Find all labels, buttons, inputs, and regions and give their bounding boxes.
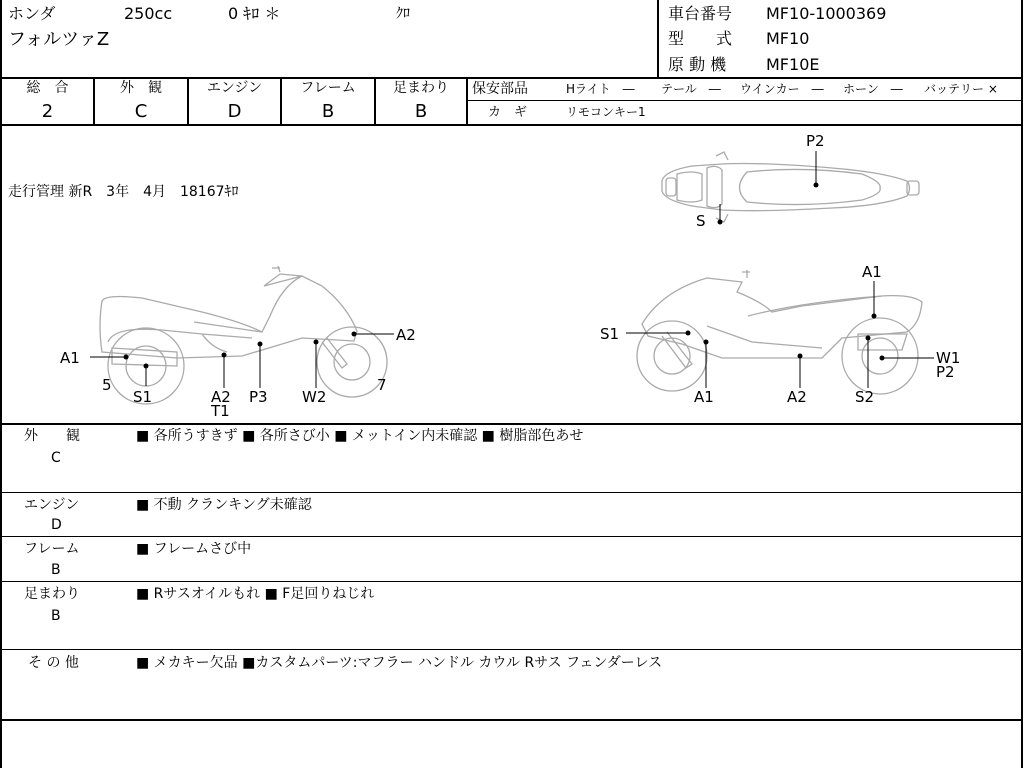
model-name: フォルツァZ (8, 29, 110, 50)
maker-name: ホンダ (8, 4, 56, 23)
safety-item-battery: バッテリー × (924, 82, 998, 96)
scooter-diagrams (2, 126, 1021, 422)
label-left-w2: W2 (302, 388, 327, 406)
section-engine-text: ■ 不動 クランキング未確認 (136, 497, 312, 513)
grade-value-overall: 2 (41, 101, 54, 122)
label-right-a1: A1 (694, 388, 714, 406)
label-left-p3: P3 (249, 388, 268, 406)
section-suspension-grade: B (51, 608, 61, 624)
grade-label-overall: 総 合 (26, 80, 69, 96)
section-other-label: そ の 他 (28, 655, 79, 671)
label-left-a2: A2 (211, 388, 231, 406)
header-divider (657, 0, 659, 77)
safety-item-winker: ウインカー ― (740, 82, 824, 96)
frame-no: MF10-1000369 (766, 4, 887, 23)
grade-label-engine: エンジン (206, 80, 263, 96)
section-rule-4 (0, 649, 1023, 650)
label-left-a2-right: A2 (396, 326, 416, 344)
label-left-t1: T1 (211, 402, 230, 420)
displacement: 250cc (124, 4, 173, 23)
section-exterior-label: 外 観 (24, 428, 80, 444)
safety-label: 保安部品 (472, 81, 528, 97)
section-rule-1 (0, 492, 1023, 493)
grade-value-engine: D (227, 101, 242, 122)
frame-right-border (1021, 0, 1023, 768)
grade-label-suspension: 足まわり (393, 80, 449, 96)
type-value: MF10 (766, 29, 810, 48)
label-right-a2: A2 (787, 388, 807, 406)
section-exterior-text: ■ 各所うすきず ■ 各所さび小 ■ メットイン内未確認 ■ 樹脂部色あせ (136, 428, 584, 444)
label-right-s2: S2 (855, 388, 875, 406)
grade-divider-5 (466, 77, 468, 125)
section-exterior-grade: C (51, 450, 61, 466)
safety-item-headlight: Hライト ― (566, 82, 635, 96)
grade-label-exterior: 外 観 (120, 80, 162, 96)
label-left-s1: S1 (133, 388, 153, 406)
engine-value: MF10E (766, 55, 820, 74)
engine-label: 原 動 機 (668, 55, 727, 74)
mileage-management: 走行管理 新R 3年 4月 18167ｷﾛ (8, 184, 239, 200)
label-right-w1: W1 (936, 349, 961, 367)
label-right-a1-top: A1 (862, 263, 882, 281)
header-bottom-rule (0, 77, 1023, 79)
frame-no-label: 車台番号 (668, 4, 733, 23)
label-right-p2: P2 (936, 363, 955, 381)
section-rule-3 (0, 581, 1023, 582)
label-left-a1: A1 (60, 349, 80, 367)
type-label: 型 式 (668, 29, 733, 48)
mileage: 0 ｷﾛ ＊ (228, 4, 281, 23)
safety-item-horn: ホーン ― (843, 82, 903, 96)
safety-item-tail: テール ― (661, 82, 721, 96)
key-label: カ ギ (488, 105, 528, 120)
diagram-bottom-rule (0, 423, 1023, 425)
label-left-7: 7 (377, 376, 387, 394)
safety-mid-rule (466, 100, 1023, 101)
grade-label-frame: フレーム (300, 80, 356, 96)
section-engine-label: エンジン (24, 497, 80, 513)
label-top-s: S (696, 212, 706, 230)
section-frame-text: ■ フレームさび中 (136, 541, 252, 557)
color: ｸﾛ (396, 6, 410, 22)
scooter-right-view (637, 270, 922, 394)
section-frame-label: フレーム (24, 541, 80, 557)
scooter-left-view (100, 266, 387, 404)
section-suspension-label: 足まわり (24, 586, 80, 602)
label-left-5: 5 (102, 376, 112, 394)
section-frame-grade: B (51, 562, 61, 578)
label-top-p2: P2 (806, 132, 825, 150)
section-rule-5 (0, 719, 1023, 721)
section-suspension-text: ■ Rサスオイルもれ ■ F足回りねじれ (136, 586, 375, 602)
section-engine-grade: D (51, 517, 62, 533)
section-other-text: ■ メカキー欠品 ■カスタムパーツ:マフラー ハンドル カウル Rサス フェンダーレス (136, 655, 663, 671)
label-right-s1: S1 (600, 325, 620, 343)
grade-value-suspension: B (414, 101, 428, 122)
section-rule-2 (0, 536, 1023, 537)
diagram-leaders (90, 151, 934, 388)
grade-value-exterior: C (134, 101, 148, 122)
grade-value-frame: B (321, 101, 335, 122)
key-value: リモコンキー1 (566, 105, 646, 119)
